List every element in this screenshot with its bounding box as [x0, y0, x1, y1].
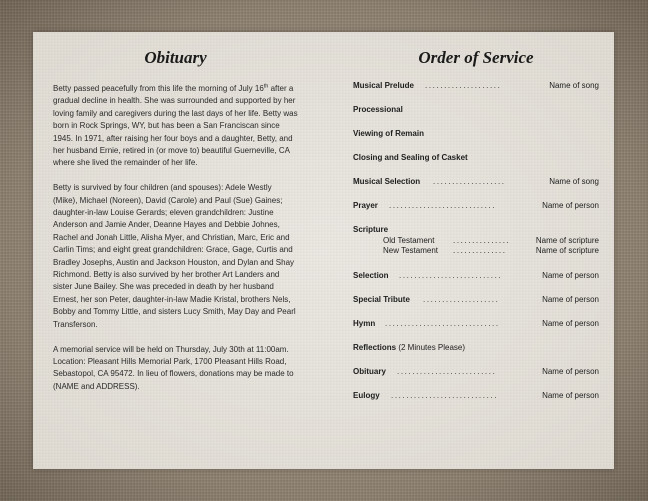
service-item-reflections: Reflections (2 Minutes Please) — [353, 343, 466, 352]
service-item-hymn: Hymn .............................. Name of person — [353, 319, 599, 328]
service-item-scripture: Scripture — [353, 225, 389, 234]
service-item-viewing: Viewing of Remain — [353, 129, 424, 138]
obituary-p1-start: Betty passed peacefully from this life the morning of July 16 — [53, 84, 264, 93]
obituary-column — [53, 48, 298, 406]
service-item-prayer: Prayer ............................ Name of person — [353, 201, 599, 210]
service-item-musical-selection: Musical Selection ................... Name of song — [353, 177, 599, 186]
obituary-paragraph-1 — [53, 83, 298, 170]
service-item-processional: Processional — [353, 105, 403, 114]
service-item-eulogy: Eulogy ............................ Name of person — [353, 391, 599, 400]
obituary-p1-end: after a gradual decline in health. She was surrounded and supported by her loving family and caregivers during the last days of her life. Betty was born in Rock Springs, WY, but has been a San Franciscan since 1945. In 1971, after raising her four boys and a daughter, Betty, and her husband Ernie, retired in (or move to) beautiful Guerneville, CA where she lived the remainder of her life. — [53, 84, 298, 168]
service-item-closing: Closing and Sealing of Casket — [353, 153, 468, 162]
service-item-obituary: Obituary .......................... Name of person — [353, 367, 599, 376]
service-item-selection: Selection ........................... Name of person — [353, 271, 599, 280]
obituary-paragraph-3: A memorial service will be held on Thursday, July 30th at 11:00am. Location: Pleasant Hills Memorial Park, 1700 Pleasant Hills Road, Sebastopol, CA 95472. In lieu of flowers, donations may be made to (NAME and ADDRESS). — [53, 344, 294, 391]
service-item-musical-prelude: Musical Prelude .................... Name of song — [353, 81, 599, 90]
scripture-new-testament: New Testament .............. Name of scripture — [383, 246, 599, 255]
order-of-service-column — [353, 48, 599, 402]
obituary-p1-sup: th — [263, 83, 269, 90]
obituary-title: Obituary — [144, 48, 207, 67]
order-of-service-title: Order of Service — [418, 48, 534, 67]
obituary-paragraph-2: Betty is survived by four children (and spouses): Adele Westly (Mike), Michael (Noreen), David (Carole) and Paul (Sue) Gaines; daughter-in-law Louise Gerards; eleven grandchildren: Justine Anderson and Jamie Ander, Deanne Hayes and Debbie Johnes, Rachel and Jonah Little, Alisha Myer, and Christian, Marc, Eric and Carlin Tims; and eight great grandchildren: Grace, Gage, Curtis and Bradley Josephs, Austin and Jackson Houston, and Dylan and Shay Richmond. Betty is also survived by her brother Art Landers and sister June Bailey. She was preceded in death by her husband Ernest, her son Peter, daughter-in-law Madie Kristal, brothers Nels, Bobby and Tommy Little, and sisters Lucy Smith, May Day and Pearl Transferson. — [53, 183, 296, 329]
service-item-special-tribute: Special Tribute .................... Name of person — [353, 295, 599, 304]
scripture-old-testament: Old Testament ............... Name of scripture — [383, 236, 599, 245]
